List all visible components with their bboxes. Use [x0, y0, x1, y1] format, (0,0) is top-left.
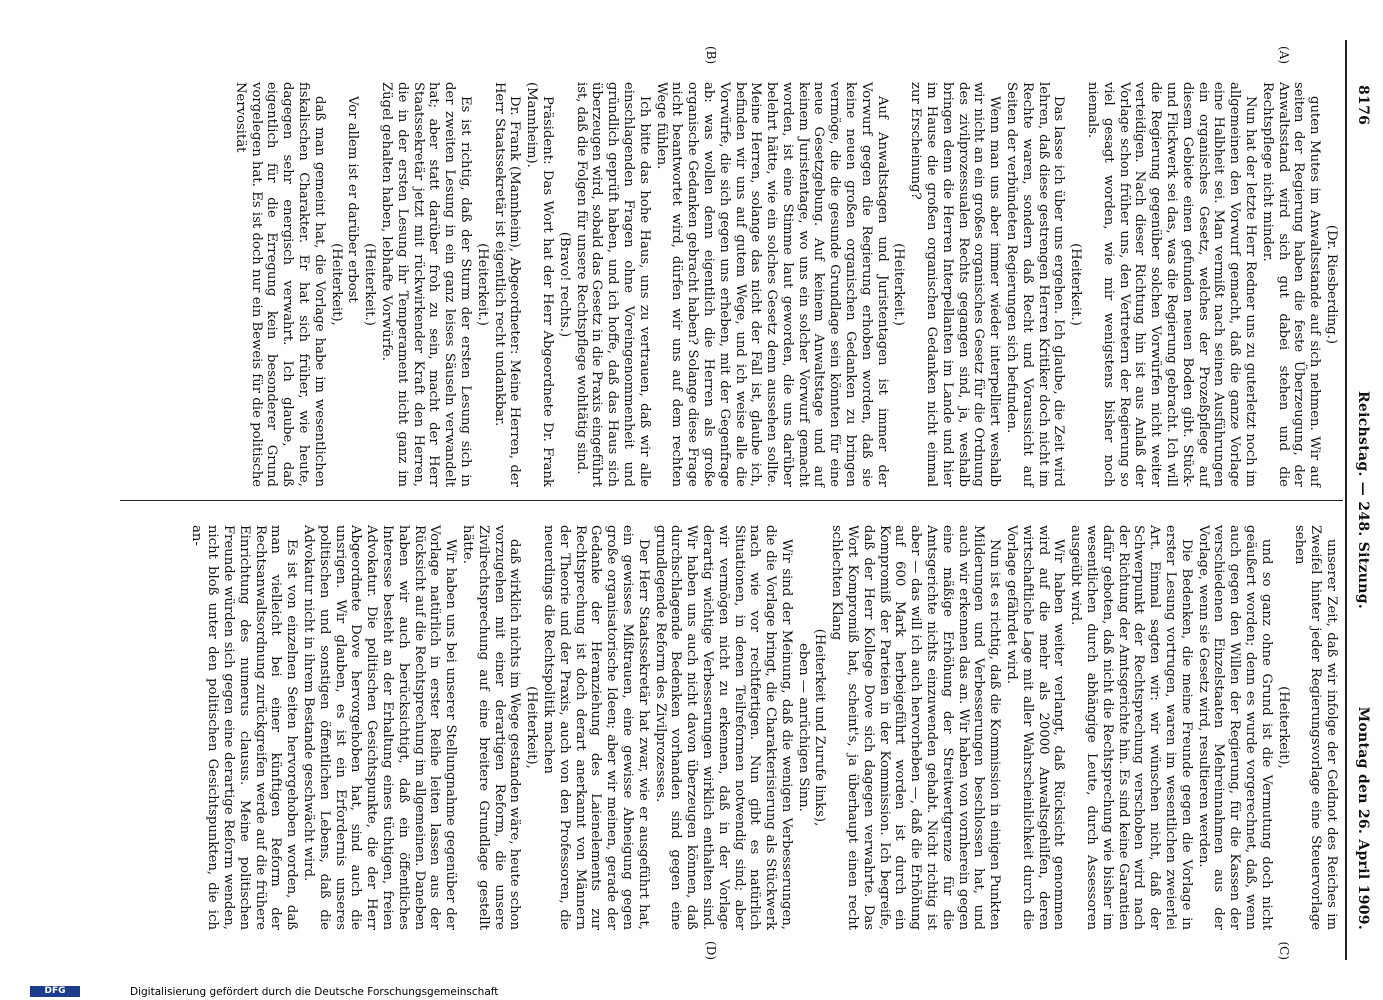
margin-letter-a: (A) [1277, 46, 1291, 65]
paragraph: Es ist von einzelnen Seiten hervorgehoben worden, daß man vielleicht bei einer künftigen Reform der Rechtsanwaltsordnung zurückgreifen werde auf die frühere Einrichtung des numerus clausus. Meine politischen Freunde würden sich gegen eine derartige Reform wenden, nicht bloß unter den politischen Gesichtspunkten, die ich an- [189, 525, 300, 930]
header-title: Reichstag. — 248. Sitzung. [1355, 390, 1371, 610]
paragraph: Wir haben uns bei unserer Stellungnahme gegenüber der Vorlage natürlich in erster Reihe leiten lassen aus der Rücksicht auf die Rechtsprechung im allgemeinen. Daneben haben wir auch berücksichtigt, daß ein öffentliches Interesse besteht an der Erhaltung eines tüchtigen, freien Advokatur. Die politischen Gesichtspunkte, die der Herr Abgeordnete Dove hervorgehoben hat, sind auch die unsrigen. Wir glauben, es ist ein Erfordernis unseres politischen und sonstigen öffentlichen Lebens, daß die Advokatur nicht in ihrem Bestande geschwächt wird. [301, 525, 459, 930]
paragraph: (Heiterkeit.) [891, 243, 907, 326]
paragraph: Vor allem ist er darüber erbost [345, 96, 361, 303]
header-date: Montag den 26. April 1909. [1355, 706, 1371, 930]
paragraph: Die Bedenken, die meine Freunde gegen die Vorlage in erster Lesung vortrugen, waren im wesentlichen zweierlei Art. Einmal sagten wir: wir wünschen nicht, daß der Schwerpunkt der Rechtsprechung verschoben wird nach der Richtung der Amtsgerichte hin. Es sind keine Garantien dafür geboten, daß nicht die Rechtsprechung wie bisher im wesentlichen durch abhängige Leute, durch Assessoren ausgeübt wird. [1068, 525, 1194, 930]
column-divider [120, 500, 1343, 501]
paragraph: (Heiterkeit.) [362, 243, 378, 326]
right-column [188, 525, 1339, 930]
paragraph: (Heiterkeit), [524, 686, 540, 769]
paragraph: Auf Anwaltstagen und Juristentagen ist immer der Vorwurf gegen die Regierung erhoben worden, daß sie keine neuen großen organischen Gedanken zu bringen vermöge, die die gesunde Grundlage sein könnten für eine neue Gesetzgebung. Auf keinem Anwaltstage und auf keinem Juristentage, wo uns ein solcher Vorwurf gemacht worden, ist eine Stimme laut geworden, die uns darüber belehrt hätte, wie ein solches Gesetz denn aussehen sollte. Meine Herren, solange das nicht der Fall ist, glaube ich, befinden wir uns auf gutem Wege, und ich weise alle die Vorwürfe, die sich gegen uns erheben, mit der Gegenfrage ab: was wollen denn eigentlich die Herren als große organische Gedanken gebracht haben? Solange diese Frage nicht beantwortet wird, dürfen wir uns auf dem rechten Wege fühlen. [653, 82, 890, 487]
paragraph: (Heiterkeit und Zurufe links), [812, 628, 828, 827]
paragraph: (Heiterkeit), [328, 243, 344, 326]
paragraph: Es ist richtig, daß der Sturm der ersten Lesung sich in der zweiten Lesung in ein ganz leises Säuseln verwandelt hat; aber statt darüber froh zu sein, macht der Herr Staatssekretär jetzt mit rückwirkender Kraft den Herren, die in der ersten Lesung ihr Temperament nicht ganz im Zügel gehalten haben, lebhafte Vorwürfe. [378, 82, 473, 487]
margin-letter-b: (B) [704, 46, 718, 65]
paragraph: Wir sind der Meinung, daß die wenigen Verbesserungen, die die Vorlage bringt, die Charakterisierung als Stückwerk nach wie vor rechtfertigen. Nun gibt es natürlich Situationen, in denen Teilreformen notwendig sind; aber wir vermögen nicht zu erkennen, daß in der Vorlage derartig wichtige Verbesserungen wirklich enthalten sind. Wir haben uns auch nicht davon überzeugen können, daß durchschlagende Bedenken vorhanden sind gegen eine grundlegende Reform des Zivilprozesses. [652, 525, 794, 930]
paragraph: Wenn man uns aber immer wieder interpelliert weshalb wir nicht an ein großes organisches Gesetz für die Ordnung des zivilprozessualen Rechts gegangen sind, ja, weshalb bringen denn die Herren Interpellanten im Lande und hier im Hause die großen organischen Gedanken nicht einmal zur Erscheinung? [908, 82, 1003, 487]
paragraph: (Heiterkeit), [1275, 686, 1291, 769]
paragraph: guten Mutes im Anwaltsstande auf sich nehmen. Wir auf seiten der Regierung haben die feste Überzeugung, der Anwaltsstand wird sich gut dabei stehen und die Rechtspflege nicht minder. [1259, 82, 1323, 487]
paragraph: Das lasse ich über uns ergehen. Ich glaube, die Zeit wird lehren, daß diese gestrengen Herren Kritiker doch nicht im Rechte waren, sondern daß Recht und Voraussicht auf Seiten der verbündeten Regierungen sich befunden. [1004, 82, 1067, 487]
paragraph: (Heiterkeit.) [474, 243, 490, 326]
paragraph: und so ganz ohne Grund ist die Vermutung doch nicht geäußert worden; denn es wurde vorgerechnet, daß, wenn auch gegen den Willen der Regierung, für die Kassen der verschiedenen Einzelstaaten Mehreinnahmen aus der Vorlage, wenn sie Gesetz wird, resultieren werden. [1195, 525, 1274, 930]
paragraph: Dr. Frank (Mannheim), Abgeordneter: Meine Herren, der Herr Staatssekretär ist eigentlich recht undankbar. [491, 82, 523, 487]
margin-letter-c: (C) [1277, 941, 1291, 960]
header-rule [1345, 40, 1347, 960]
paragraph: unserer Zeit, daß wir infolge der Geldnot des Reiches im Zweifel hinter jeder Regierungsvorlage eine Steuervorlage sehen [1292, 525, 1339, 930]
paragraph: eben — anrüchigen Sinn. [795, 643, 811, 812]
paragraph: Der Herr Staatssekretär hat zwar, wie er ausgeführt hat, ein gewisses Mißtrauen, eine gewisse Abneigung gegen große organisatorische Ideen; aber wir meinen, gerade der Gedanke der Heranziehung des Laienelements zur Rechtsprechung ist doch derart anerkannt von Männern der Theorie und der Praxis, auch von den Professoren, die neuerdings die Rechtspolitik machen [540, 525, 651, 930]
margin-letter-d: (D) [704, 941, 718, 960]
footer-text: Digitalisierung gefördert durch die Deutsche Forschungsgemeinschaft [130, 986, 499, 998]
paragraph: Ich bitte das hohe Haus, uns zu vertrauen, daß wir alle einschlagenden Fragen ohne Voreingenommenheit und gründlich geprüft haben, und ich hoffe, daß das Haus sich überzeugen wird, sobald das Gesetz in die Praxis eingeführt ist, daß die Folgen für unsere Rechtspflege wohltätig sind. [573, 82, 652, 487]
page-header [1347, 40, 1375, 960]
paragraph: Präsident: Das Wort hat der Herr Abgeordnete Dr. Frank (Mannheim). [524, 82, 555, 487]
paragraph: Nun hat der letzte Herr Redner uns zu guterletzt noch im allgemeinen den Vorwurf gemacht, daß die ganze Vorlage eine Halbheit sei. Man vermißt nach seinen Ausführungen ein organisches Gesetz, welches der Prozeßpflege auf diesem Gebiete einen gefunden neuen Boden gibt. Stück- und Flickwerk sei das, was die Regierung gebracht. Ich will die Regierung gegenüber solchen Vorwürfen nicht weiter verteidigen. Nach dieser Richtung hin ist aus Anlaß der Vorlage schon früher uns, den Vertretern der Regierung so viel gesagt worden, wie mir wenigstens bisher noch niemals. [1085, 82, 1259, 487]
paragraph: daß wirklich nichts im Wege gestanden wäre, heute schon vorzugehen mit einer derartigen Reform, die unsere Zivilrechtsprechung auf eine breitere Grundlage gestellt hätte. [459, 525, 523, 930]
page-number: 8176 [1355, 85, 1371, 126]
dfg-logo: DFG [30, 986, 80, 997]
paragraph: Nun ist es richtig, daß die Kommission in einigen Punkten Milderungen und Verbesserungen beschlossen hat, und auch wir erkennen das an. Wir haben von vornherein gegen eine mäßige Erhöhung der Streitwertgrenze für die Amtsgerichte nichts einzuwenden gehabt. Nicht richtig ist aber — das will ich auch hervorheben —, daß die Erhöhung auf 600 Mark herbeigeführt worden ist durch ein Kompromiß der Parteien in der Kommission. Ich begreife, daß der Herr Kollege Dove sich dagegen verwahrte. Das Wort Kompromiß hat, scheint's, ja überhaupt einen recht schlechten Klang [829, 525, 1003, 930]
paragraph: daß man gemeint hat, die Vorlage habe im wesentlichen fiskalischen Charakter. Er hat sich früher, wie heute, dagegen sehr energisch verwahrt. Ich glaube, daß eigentlich für die Erregung kein besonderer Grund vorgelegen hat. Es ist doch nur ein Beweis für die politische Nervosität [232, 82, 327, 487]
paragraph: Wir haben weiter verlangt, daß Rücksicht genommen wird auf die mehr als 20000 Anwaltsgehilfen, deren wirtschaftliche Lage mit aller Wahrscheinlichkeit durch die Vorlage gefährdet wird. [1004, 525, 1067, 930]
paragraph: (Heiterkeit.) [1068, 243, 1084, 326]
paragraph: (Dr. Riesberding.) [1324, 224, 1339, 345]
paragraph: (Bravo! rechts.) [556, 231, 572, 338]
left-column [231, 82, 1339, 487]
